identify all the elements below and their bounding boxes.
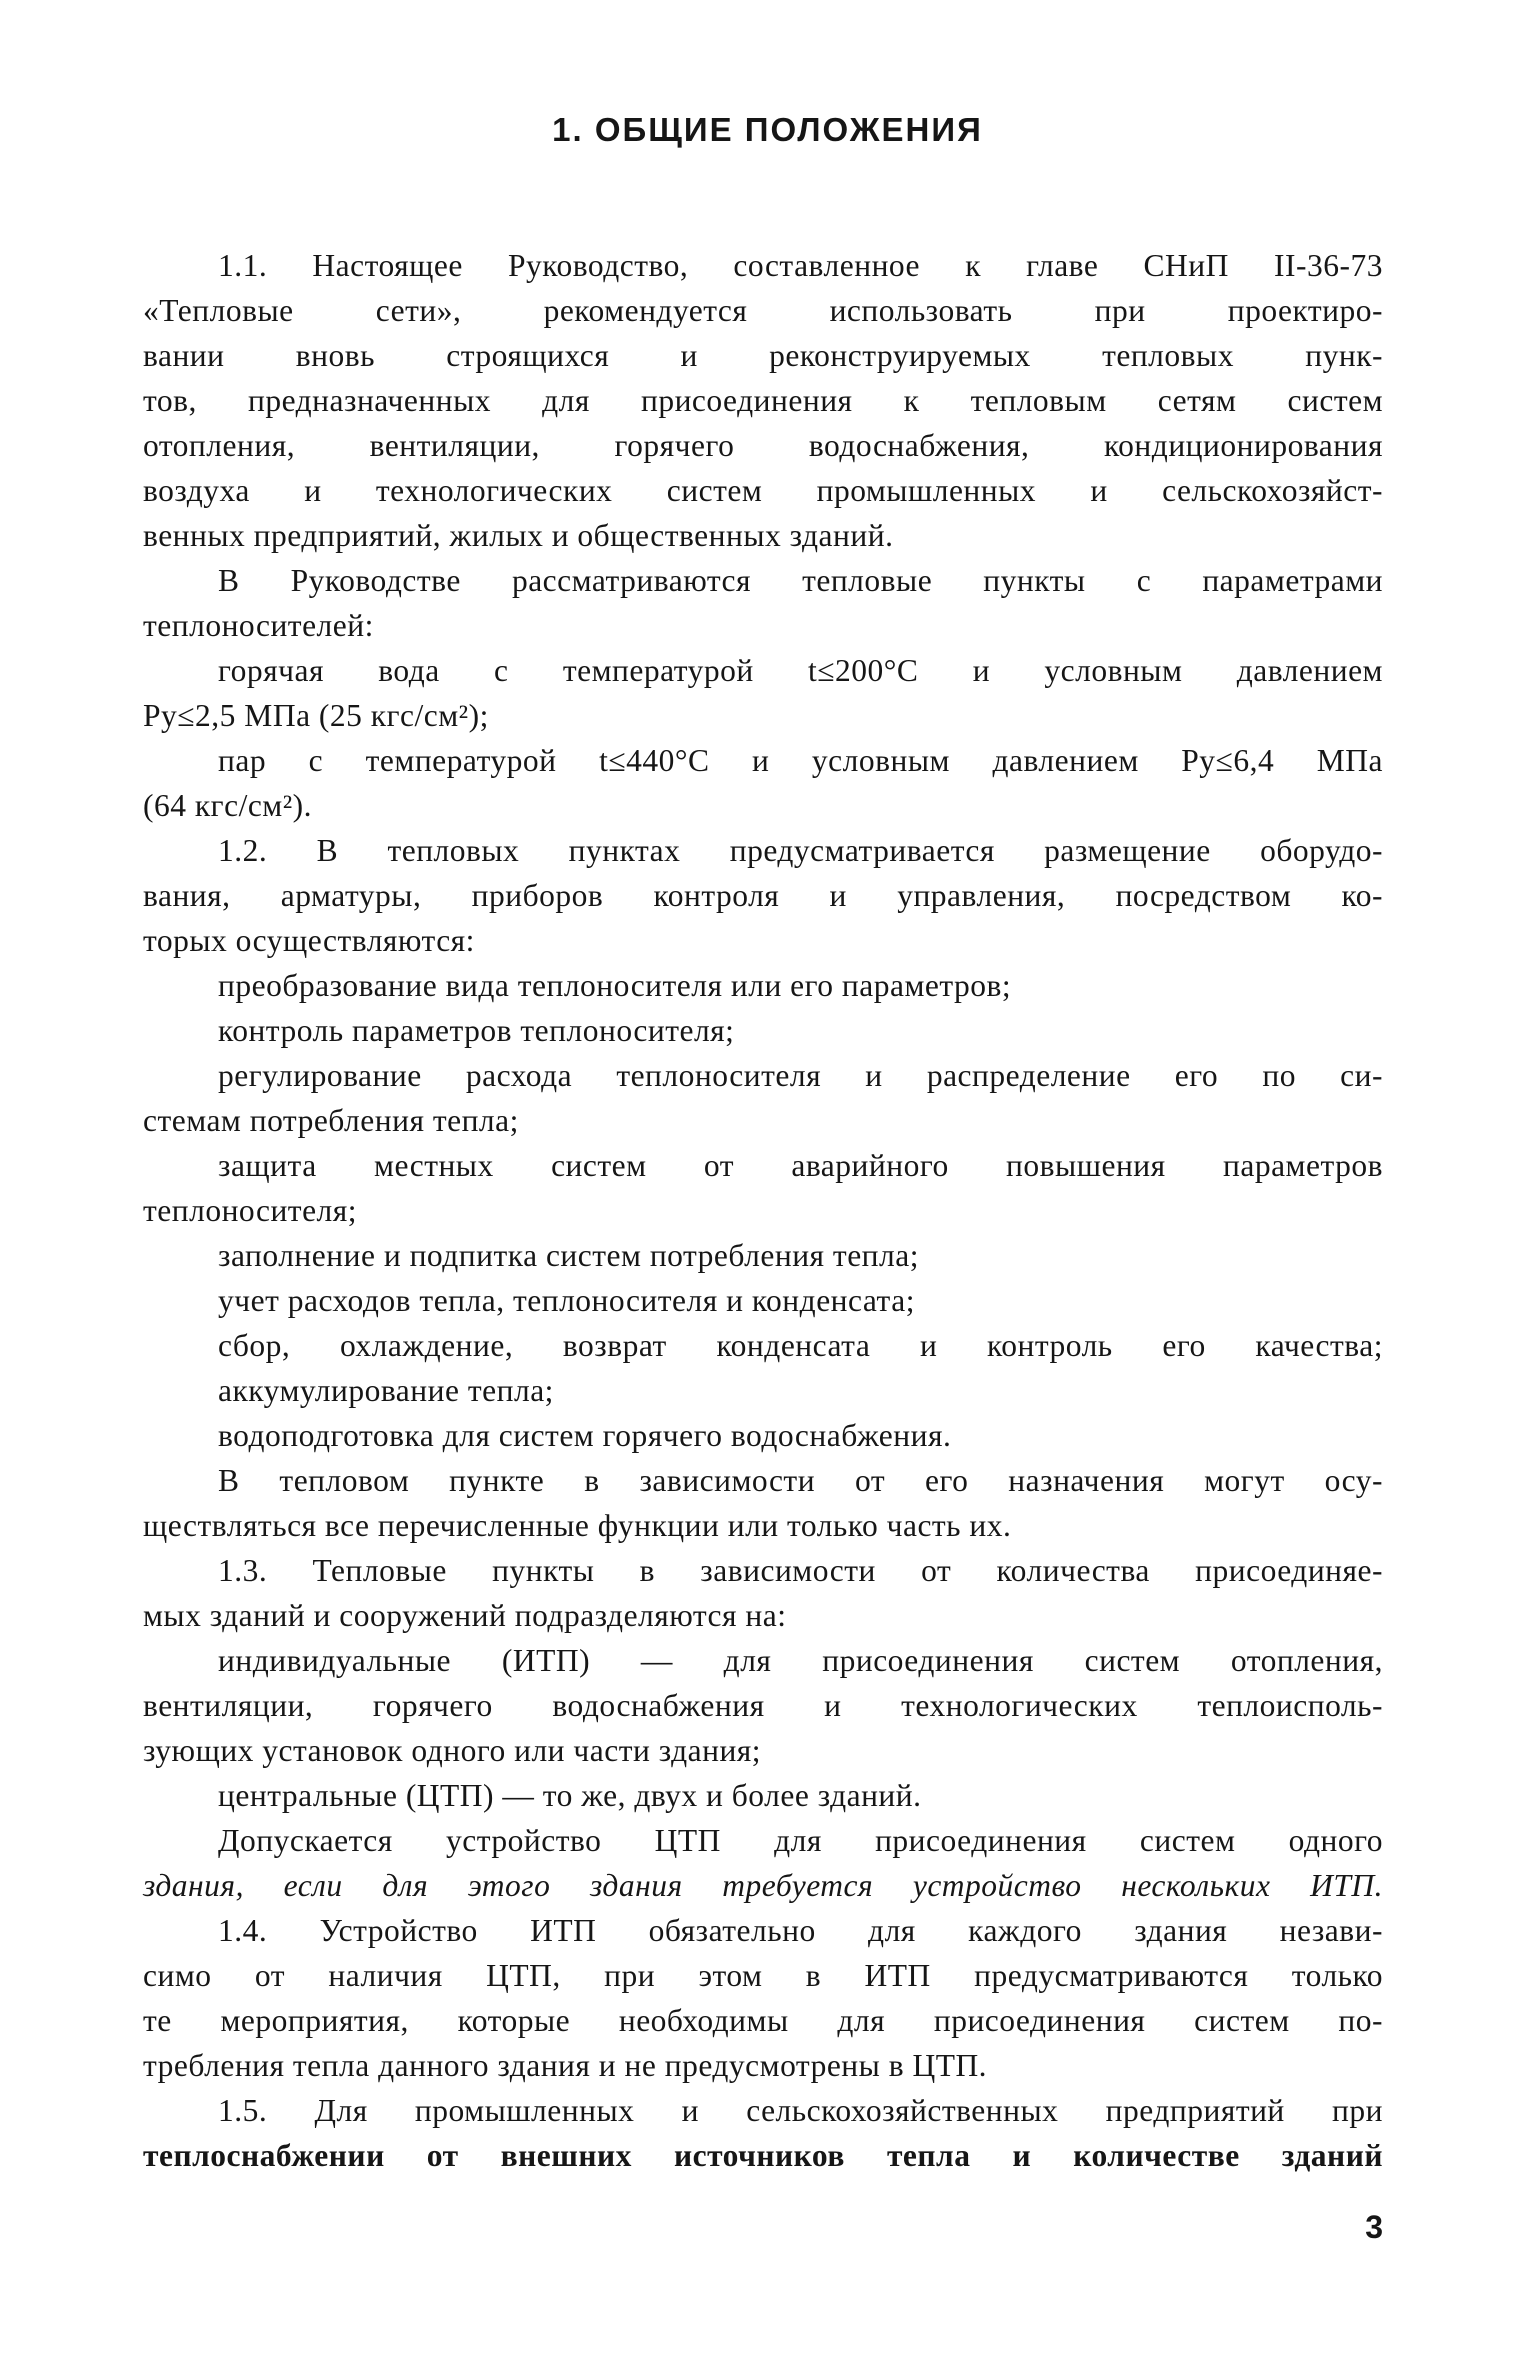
text-line: торых осуществляются:	[143, 923, 475, 958]
text-line: отопления, вентиляции, горячего водоснабжения, кондиционирования	[143, 428, 1383, 463]
text-line: регулирование расхода теплоносителя и распределение его по си-	[218, 1058, 1383, 1093]
text-line: преобразование вида теплоносителя или его параметров;	[218, 968, 1012, 1003]
text-line: 1.1. Настоящее Руководство, составленное к главе СНиП II-36-73	[218, 248, 1383, 283]
text-line: пар с температурой t≤440°С и условным давлением Pу≤6,4 МПа	[218, 743, 1383, 778]
text-line: вания, арматуры, приборов контроля и управления, посредством ко-	[143, 878, 1383, 913]
text-line: мых зданий и сооружений подразделяются на:	[143, 1598, 787, 1633]
page-number: 3	[1365, 2209, 1383, 2245]
text-line: тов, предназначенных для присоединения к тепловым сетям систем	[143, 383, 1383, 418]
text-line: 1.4. Устройство ИТП обязательно для каждого здания незави-	[218, 1913, 1383, 1948]
text-line: В Руководстве рассматриваются тепловые пункты с параметрами	[218, 563, 1383, 598]
text-line: учет расходов тепла, теплоносителя и конденсата;	[218, 1283, 915, 1318]
text-line: индивидуальные (ИТП) — для присоединения систем отопления,	[218, 1643, 1383, 1678]
text-line: защита местных систем от аварийного повышения параметров	[218, 1148, 1383, 1183]
text-line: водоподготовка для систем горячего водоснабжения.	[218, 1418, 952, 1453]
text-line: теплоносителя;	[143, 1193, 358, 1228]
text-line: венных предприятий, жилых и общественных зданий.	[143, 518, 894, 553]
text-line: В тепловом пункте в зависимости от его назначения могут осу-	[218, 1463, 1383, 1498]
text-line: зующих установок одного или части здания;	[143, 1733, 762, 1768]
text-line: сбор, охлаждение, возврат конденсата и контроль его качества;	[218, 1328, 1383, 1363]
text-line: вентиляции, горячего водоснабжения и технологических теплоисполь-	[143, 1688, 1383, 1723]
text-line: аккумулирование тепла;	[218, 1373, 554, 1408]
text-line: контроль параметров теплоносителя;	[218, 1013, 735, 1048]
text-line: центральные (ЦТП) — то же, двух и более зданий.	[218, 1778, 922, 1813]
text-line: здания, если для этого здания требуется устройство нескольких ИТП.	[143, 1868, 1383, 1903]
text-line: Pу≤2,5 МПа (25 кгс/см²);	[143, 698, 489, 733]
section-title: 1. ОБЩИЕ ПОЛОЖЕНИЯ	[552, 111, 983, 148]
text-line: теплоснабжении от внешних источников тепла и количестве зданий	[143, 2138, 1383, 2173]
text-line: 1.3. Тепловые пункты в зависимости от количества присоединяе-	[218, 1553, 1383, 1588]
text-line: горячая вода с температурой t≤200°С и условным давлением	[218, 653, 1383, 688]
text-line: Допускается устройство ЦТП для присоединения систем одного	[218, 1823, 1383, 1858]
text-line: 1.5. Для промышленных и сельскохозяйственных предприятий при	[218, 2093, 1383, 2128]
text-line: стемам потребления тепла;	[143, 1103, 519, 1138]
text-line: ществляться все перечисленные функции или только часть их.	[143, 1508, 1012, 1543]
text-line: заполнение и подпитка систем потребления тепла;	[218, 1238, 919, 1273]
text-line: вании вновь строящихся и реконструируемых тепловых пунк-	[143, 338, 1383, 373]
text-line: воздуха и технологических систем промышленных и сельскохозяйст-	[143, 473, 1383, 508]
text-line: те мероприятия, которые необходимы для присоединения систем по-	[143, 2003, 1383, 2038]
text-line: 1.2. В тепловых пунктах предусматривается размещение оборудо-	[218, 833, 1383, 868]
text-line: требления тепла данного здания и не предусмотрены в ЦТП.	[143, 2048, 988, 2083]
text-line: теплоносителей:	[143, 608, 374, 643]
text-line: (64 кгс/см²).	[143, 788, 313, 823]
text-line: симо от наличия ЦТП, при этом в ИТП предусматриваются только	[143, 1958, 1383, 1993]
text-line: «Тепловые сети», рекомендуется использовать при проектиро-	[143, 293, 1383, 328]
